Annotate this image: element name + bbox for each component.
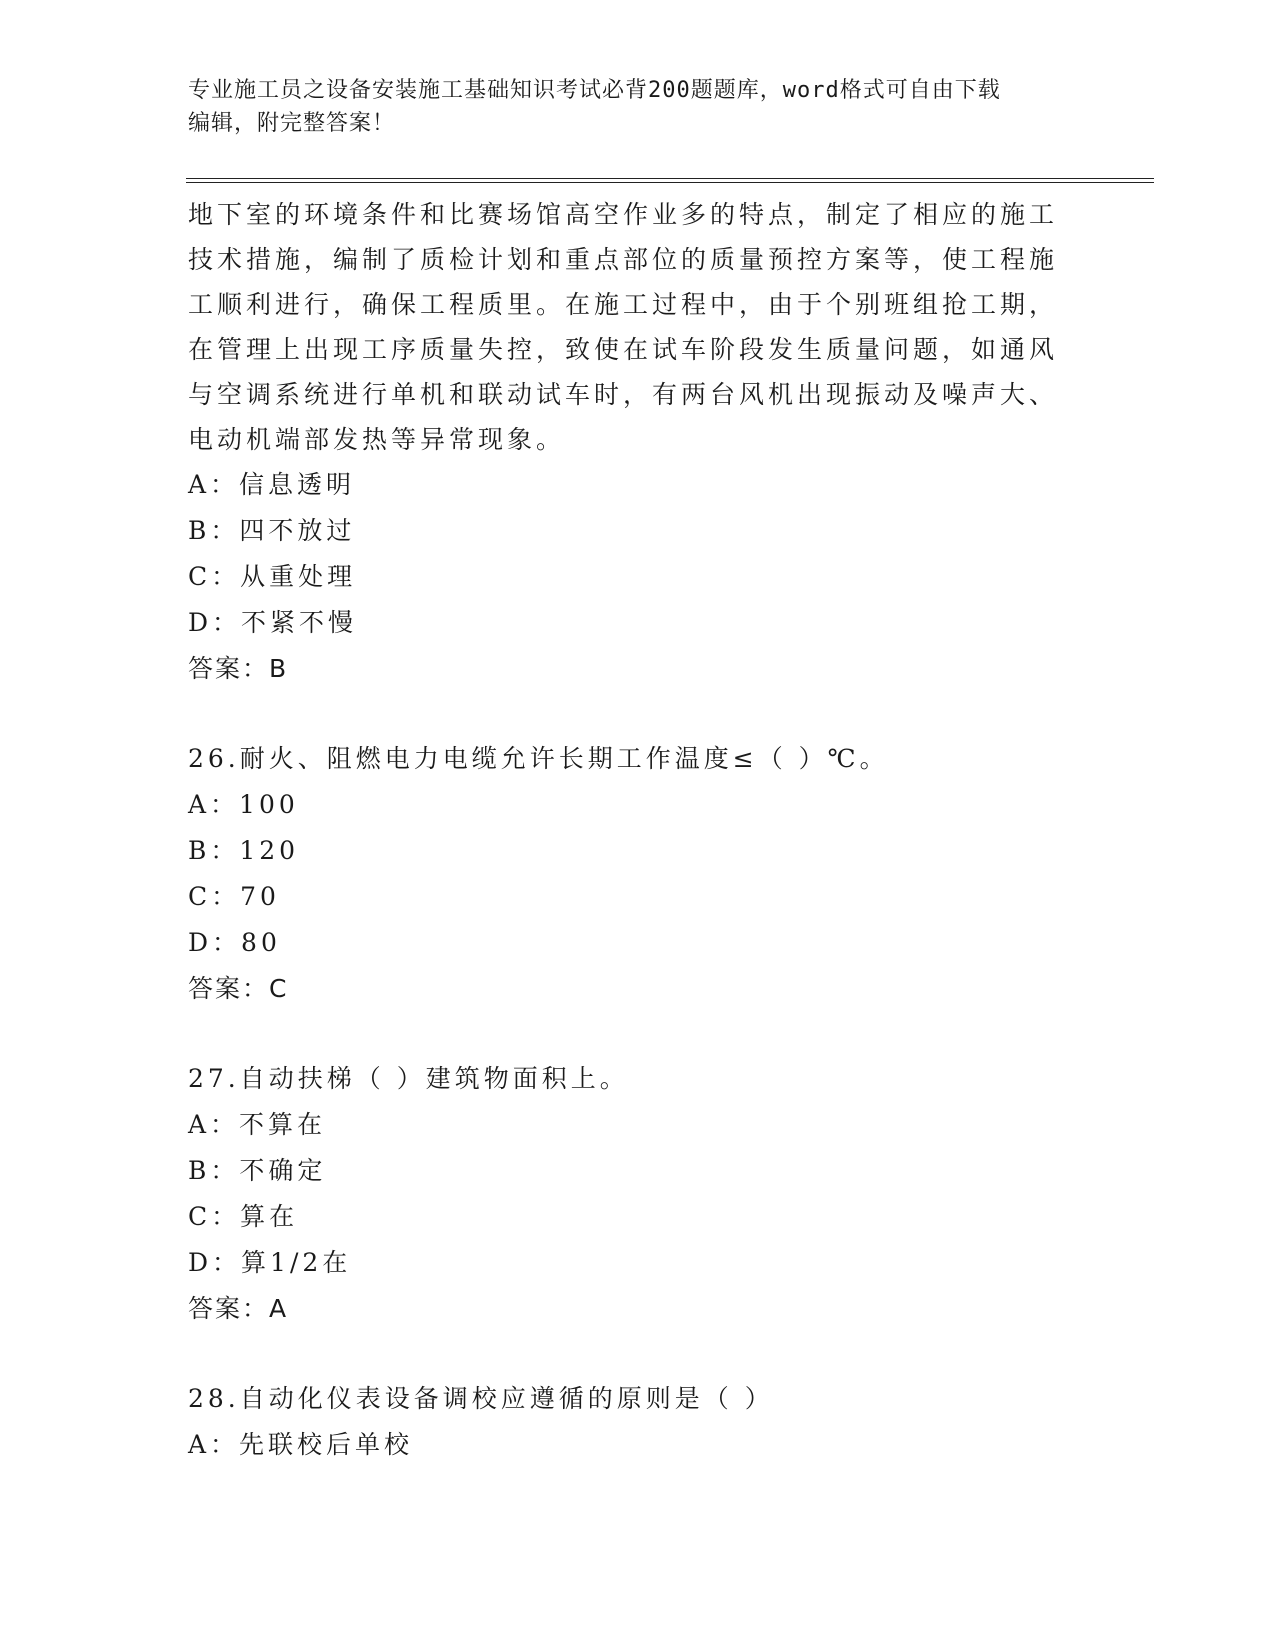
spacer bbox=[188, 1332, 1088, 1376]
document-header bbox=[188, 74, 1088, 140]
question-text-line: 在管理上出现工序质量失控，致使在试车阶段发生质量问题，如通风 bbox=[188, 335, 1059, 364]
answer: 答案：C bbox=[188, 974, 289, 1003]
question-title: 26.耐火、阻燃电力电缆允许长期工作温度≤（ ）℃。 bbox=[188, 744, 889, 773]
option-d: D：80 bbox=[188, 928, 281, 957]
option-b: B：四不放过 bbox=[188, 516, 356, 545]
option-c: C：从重处理 bbox=[188, 562, 357, 591]
spacer bbox=[188, 1012, 1088, 1056]
question-26 bbox=[188, 736, 1088, 1012]
document-body bbox=[188, 192, 1088, 1468]
question-27 bbox=[188, 1056, 1088, 1332]
option-a: A：100 bbox=[188, 790, 299, 819]
option-b: B：120 bbox=[188, 836, 300, 865]
option-d: D：算1/2在 bbox=[188, 1248, 352, 1277]
header-title-line-2: 编辑，附完整答案！ bbox=[188, 111, 396, 136]
option-b: B：不确定 bbox=[188, 1156, 327, 1185]
header-rule-top bbox=[186, 178, 1154, 179]
question-text-line: 地下室的环境条件和比赛场馆高空作业多的特点，制定了相应的施工 bbox=[188, 200, 1059, 229]
question-28 bbox=[188, 1376, 1088, 1468]
option-d: D：不紧不慢 bbox=[188, 608, 358, 637]
option-a: A：不算在 bbox=[188, 1110, 327, 1139]
question-text-line: 技术措施，编制了质检计划和重点部位的质量预控方案等，使工程施 bbox=[188, 245, 1059, 274]
question-continued bbox=[188, 192, 1088, 692]
question-title: 28.自动化仪表设备调校应遵循的原则是（ ） bbox=[188, 1384, 774, 1413]
question-text-line: 与空调系统进行单机和联动试车时，有两台风机出现振动及噪声大、 bbox=[188, 380, 1059, 409]
option-c: C：70 bbox=[188, 882, 280, 911]
question-text-line: 工顺利进行，确保工程质里。在施工过程中，由于个别班组抢工期， bbox=[188, 290, 1059, 319]
option-c: C：算在 bbox=[188, 1202, 299, 1231]
answer: 答案：A bbox=[188, 1294, 289, 1323]
option-a: A：信息透明 bbox=[188, 470, 356, 499]
option-a: A：先联校后单校 bbox=[188, 1430, 414, 1459]
spacer bbox=[188, 692, 1088, 736]
header-rule-bottom bbox=[186, 182, 1154, 183]
question-title: 27.自动扶梯（ ）建筑物面积上。 bbox=[188, 1064, 629, 1093]
question-text-line: 电动机端部发热等异常现象。 bbox=[188, 425, 566, 454]
answer: 答案：B bbox=[188, 654, 289, 683]
header-title-line-1: 专业施工员之设备安装施工基础知识考试必背200题题库，word格式可自由下载 bbox=[188, 78, 1001, 103]
